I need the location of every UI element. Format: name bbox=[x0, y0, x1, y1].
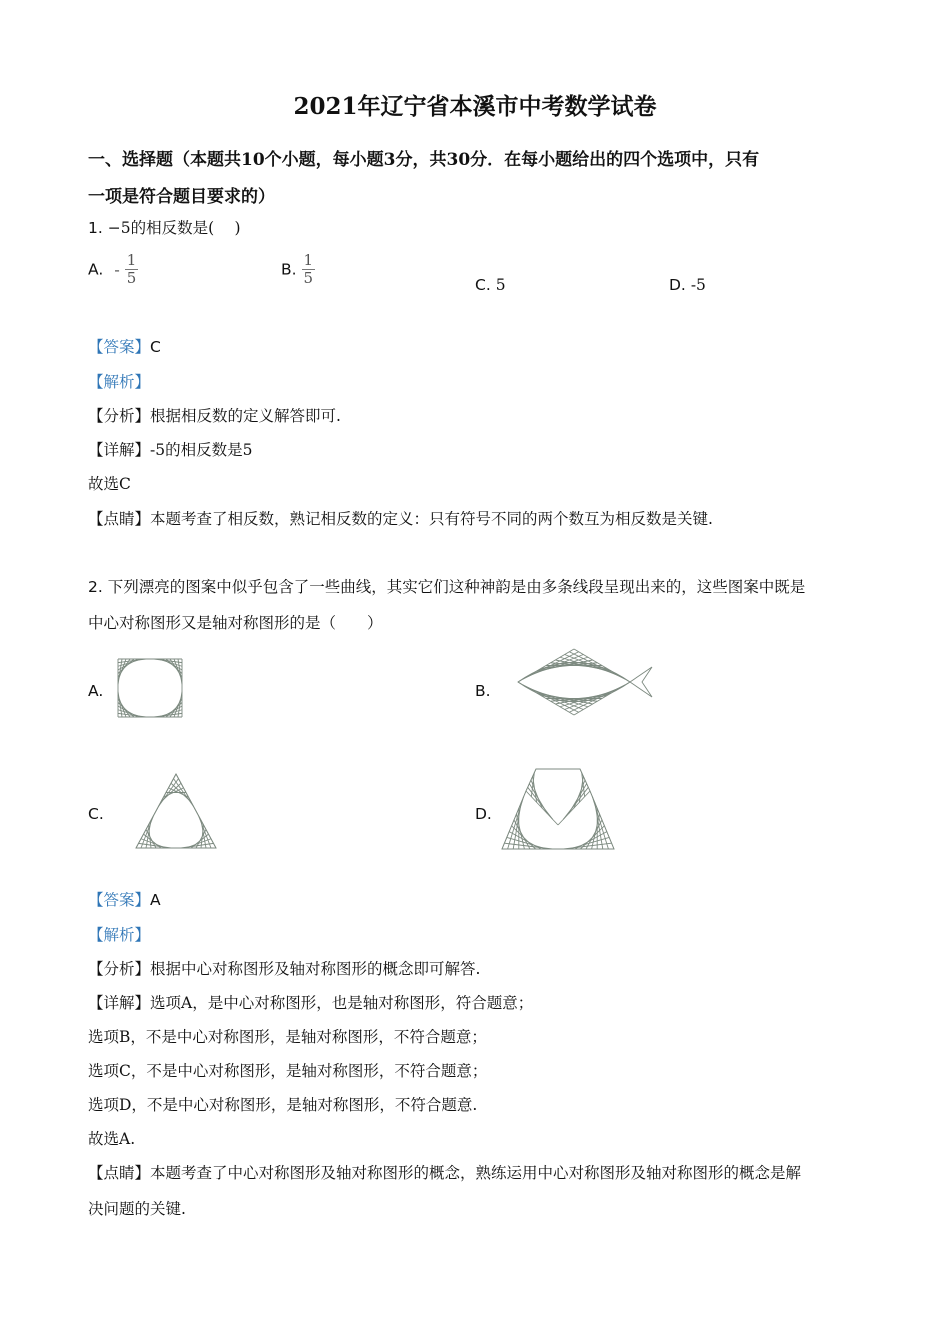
q2-stem-line1 bbox=[88, 575, 805, 597]
q1-option-d-text: -5 bbox=[690, 276, 706, 294]
q2-fenxi-tag: 【分析】 bbox=[88, 960, 151, 978]
q1-option-d bbox=[669, 276, 706, 294]
pattern-c-image bbox=[132, 770, 220, 852]
page-title: 2021年辽宁省本溪市中考数学试卷 bbox=[293, 93, 657, 120]
q2-analysis-tag: 【解析】 bbox=[88, 926, 151, 944]
q2-line-b: 选项B，不是中心对称图形，是轴对称图形，不符合题意； bbox=[88, 1028, 487, 1046]
q2-answer bbox=[88, 888, 161, 910]
q2-xiangjie bbox=[88, 991, 533, 1013]
q1-option-a-sign: - bbox=[114, 260, 120, 279]
q1-option-a-fraction bbox=[125, 252, 139, 287]
q1-xiangjie-tag: 【详解】 bbox=[88, 441, 151, 459]
q2-stem-text1: 下列漂亮的图案中似乎包含了一些曲线，其实它们这种神韵是由多条线段呈现出来的，这些图案中既是 bbox=[107, 578, 806, 596]
pattern-d-image bbox=[498, 765, 618, 853]
q2-fenxi bbox=[88, 957, 480, 979]
q2-option-c-label: C. bbox=[88, 805, 104, 823]
q2-option-a-label: A. bbox=[88, 682, 104, 700]
q2-line-d: 选项D，不是中心对称图形，是轴对称图形，不符合题意. bbox=[88, 1096, 478, 1114]
q1-xiangjie-text: -5的相反数是5 bbox=[150, 441, 253, 459]
q1-fenxi-text: 根据相反数的定义解答即可. bbox=[150, 407, 341, 425]
q1-dianjing-tag: 【点睛】 bbox=[88, 510, 151, 528]
q2-xiangjie-text: 选项A，是中心对称图形，也是轴对称图形，符合题意； bbox=[150, 994, 534, 1012]
q2-option-d-label: D. bbox=[475, 805, 492, 823]
q2-dianjing-line1 bbox=[88, 1161, 801, 1183]
q1-option-c-text: 5 bbox=[495, 276, 506, 294]
q2-line-c: 选项C，不是中心对称图形，是轴对称图形，不符合题意； bbox=[88, 1062, 488, 1080]
section-heading-line1: 一、选择题（本题共10个小题，每小题3分，共30分．在每小题给出的四个选项中，只有 bbox=[88, 150, 760, 170]
q2-xiangjie-tag: 【详解】 bbox=[88, 994, 151, 1012]
q1-option-a-numerator: 1 bbox=[126, 251, 137, 269]
q1-analysis-tag: 【解析】 bbox=[88, 373, 151, 391]
q1-option-b-label: B. bbox=[281, 260, 297, 279]
q1-answer-tag: 【答案】 bbox=[88, 338, 151, 356]
q2-guxuan: 故选A. bbox=[88, 1130, 136, 1148]
q1-number: 1. bbox=[88, 219, 103, 237]
q1-guxuan: 故选C bbox=[88, 475, 131, 493]
pattern-b-image bbox=[512, 645, 657, 720]
q1-dianjing bbox=[88, 507, 713, 529]
q1-xiangjie bbox=[88, 438, 252, 460]
q1-stem-text: −5的相反数是( ) bbox=[107, 219, 241, 237]
q1-dianjing-text: 本题考查了相反数，熟记相反数的定义：只有符号不同的两个数互为相反数是关键. bbox=[150, 510, 713, 528]
q1-option-b bbox=[281, 252, 315, 287]
q1-option-d-label: D. bbox=[669, 276, 686, 294]
q1-answer-value: C bbox=[150, 338, 161, 356]
q1-option-a-label: A. bbox=[88, 260, 104, 279]
q2-dianjing-text1: 本题考查了中心对称图形及轴对称图形的概念，熟练运用中心对称图形及轴对称图形的概念是解 bbox=[150, 1164, 802, 1182]
q1-option-a bbox=[88, 252, 138, 287]
q2-stem-line2: 中心对称图形又是轴对称图形的是（ ） bbox=[88, 614, 383, 632]
q1-stem bbox=[88, 216, 241, 238]
q1-option-b-fraction bbox=[302, 252, 316, 287]
q2-answer-tag: 【答案】 bbox=[88, 891, 151, 909]
q2-option-b-label: B. bbox=[475, 682, 491, 700]
q1-answer bbox=[88, 335, 161, 357]
q1-fenxi bbox=[88, 404, 341, 426]
q2-number: 2. bbox=[88, 578, 103, 596]
q2-fenxi-text: 根据中心对称图形及轴对称图形的概念即可解答. bbox=[150, 960, 481, 978]
q1-option-a-denominator: 5 bbox=[126, 269, 137, 287]
section-heading-line2: 一项是符合题目要求的） bbox=[88, 187, 275, 207]
q1-option-c bbox=[475, 276, 506, 294]
q1-option-c-label: C. bbox=[475, 276, 491, 294]
q1-option-b-denominator: 5 bbox=[303, 269, 314, 287]
q1-option-b-numerator: 1 bbox=[303, 251, 314, 269]
q2-answer-value: A bbox=[150, 891, 161, 909]
q2-dianjing-line2: 决问题的关键. bbox=[88, 1200, 186, 1218]
q1-fenxi-tag: 【分析】 bbox=[88, 407, 151, 425]
pattern-a-image bbox=[114, 655, 186, 721]
q2-dianjing-tag: 【点睛】 bbox=[88, 1164, 151, 1182]
